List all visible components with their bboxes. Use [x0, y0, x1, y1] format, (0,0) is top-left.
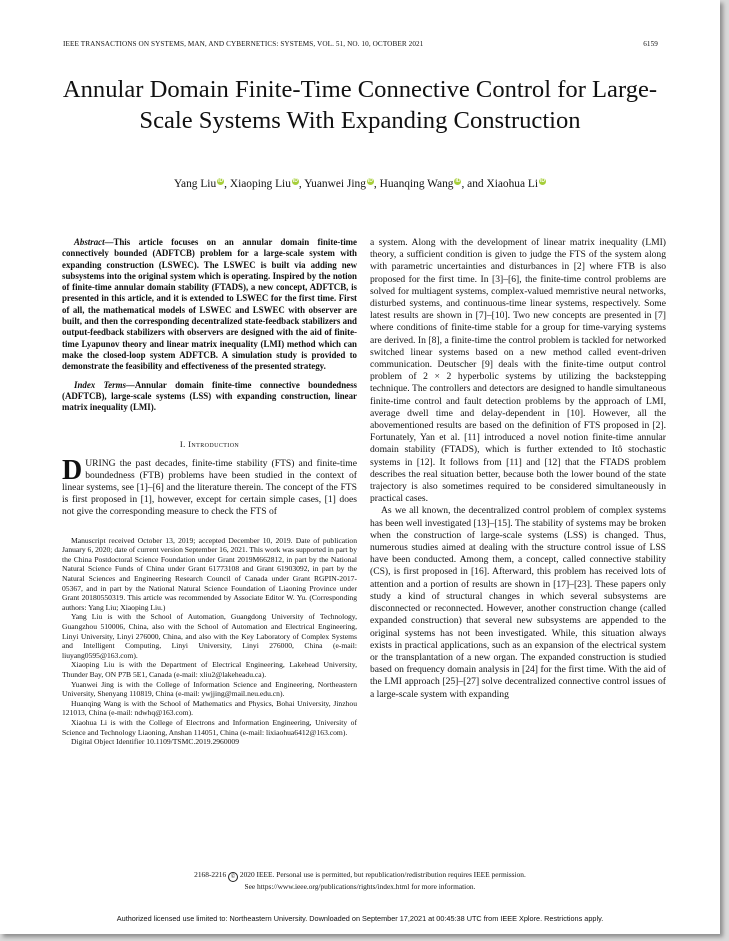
- running-header: [63, 40, 658, 48]
- rights-link[interactable]: See https://www.ieee.org/publications/rights/index.html for more information.: [244, 882, 476, 891]
- license-note: Authorized licensed use limited to: Northeastern University. Downloaded on September 17,2021 at 00:45:38 UTC from IEEE Xplore. Restrictions apply.: [116, 914, 604, 923]
- author-name[interactable]: Xiaoping Liu: [229, 178, 291, 190]
- abstract-label: Abstract—: [74, 237, 114, 247]
- right-column: [370, 237, 666, 701]
- author-name[interactable]: Yang Liu: [173, 178, 217, 190]
- footnote-doi[interactable]: Digital Object Identifier 10.1109/TSMC.2019.2960009: [71, 737, 240, 747]
- copyright-icon: ©: [228, 872, 238, 882]
- footnotes: [62, 536, 357, 747]
- index-terms-text: Annular domain finite-time connective boundedness (ADFTCB), large-scale systems (LSS) with expanding construction, linear matrix inequality (LMI).: [62, 379, 357, 413]
- orcid-icon[interactable]: iD: [455, 178, 461, 184]
- footnote-affiliation: Xiaoping Liu is with the Department of Electrical Engineering, Lakehead University, Thunder Bay, ON P7B 5E1, Canada (e-mail: xliu2@lakeheadu.ca).: [62, 660, 357, 679]
- footnote-affiliation: Xiaohua Li is with the College of Electrons and Information Engineering, University of Science and Technology Liaoning, Anshan 114051, China (e-mail: lixiaohua6412@163.com).: [62, 717, 357, 737]
- abstract: [62, 237, 357, 373]
- orcid-icon[interactable]: iD: [367, 178, 373, 184]
- author-name[interactable]: Huanqing Wang: [379, 178, 454, 190]
- abstract-text: This article focuses on an annular domain finite-time connectively bounded (ADFTCB) problem for a large-scale system with expanding construction (LSWEC). The LSWEC is built via adding new subsystems into the original system which is operating. Inspired by the notion of finite-time annular domain stability (FTADS), a new concept, ADFTCB, is presented in this article, and it is extended to LSWEC for the first time. First of all, the mathematical models of LSWEC and LSWEC with observer are built, and then the corresponding decentralized state-feedback stabilizers and output-feedback stabilizers with observers are designed with the aid of finite-time Lyapunov theory and linear matrix inequality (LMI) method which can make the closed-loop system ADFTCB. A simulation study is provided to demonstrate the feasibility and effectiveness of the presented strategy.: [62, 237, 357, 372]
- drop-cap: D: [62, 454, 83, 486]
- page-number: 6159: [643, 40, 658, 48]
- index-terms-label: Index Terms—: [74, 379, 135, 390]
- author-name[interactable]: Xiaohua Li: [486, 178, 539, 190]
- left-column: [62, 237, 357, 747]
- orcid-icon[interactable]: iD: [218, 178, 224, 184]
- footnote-manuscript: Manuscript received October 13, 2019; accepted December 10, 2019. Date of publication January 6, 2020; date of current version September 16, 2021. This work was supported in part by the China Postdoctoral Science Foundation under Grant 2019M662812, in part by the National Natural Science Funds of China under Grant 61773108 and Grant 61903092, in part by the Natural Sciences and Engineering Research Council of Canada under Grant RGPIN-2017-05367, and in part by the National Natural Science Foundation of Liaoning Province under Grant 20180550319. This article was recommended by Associate Editor W. Yu. (Corresponding authors: Yang Liu; Xiaoping Liu.): [62, 535, 357, 612]
- intro-paragraph: [62, 454, 357, 519]
- author-name[interactable]: Yuanwei Jing: [304, 178, 366, 190]
- intro-text: URING the past decades, finite-time stability (FTS) and finite-time boundedness (FTB) problems have been studied in the context of linear systems, see [1]–[6] and the literature therein. The concept of the FTS is first proposed in [1], however, except for certain simple cases, [1] does not give the corresponding measure to check the FTS of: [62, 457, 357, 518]
- author-list: Yang Liu iD, Xiaoping Liu iD, Yuanwei Jing iD, Huanqing Wang iD, and Xiaohua Li iD: [173, 178, 546, 190]
- orcid-icon[interactable]: iD: [540, 178, 546, 184]
- footnote-affiliation: Huanqing Wang is with the School of Mathematics and Physics, Bohai University, Jinzhou 121013, China (e-mail: ndwhq@163.com).: [62, 698, 357, 718]
- journal-name: IEEE TRANSACTIONS ON SYSTEMS, MAN, AND CYBERNETICS: SYSTEMS, VOL. 51, NO. 10, OCTOBER 2021: [63, 40, 424, 48]
- orcid-icon[interactable]: iD: [292, 178, 298, 184]
- index-terms: [62, 380, 357, 414]
- footnote-affiliation: Yang Liu is with the School of Automation, Guangdong University of Technology, Guangzhou 510006, China, also with the School of Automation and Electrical Engineering, Linyi University, Linyi 276000, China, and also with the Key Laboratory of Complex Systems and Intelligent Computing, Linyi University, Linyi 276000, China (e-mail: liuyang0595@163.com).: [62, 612, 357, 660]
- section-heading: I. Introduction: [179, 439, 240, 450]
- paper-title: Annular Domain Finite-Time Connective Control for Large-Scale Systems With Expanding Construction: [62, 76, 658, 134]
- body-paragraph: As we all known, the decentralized control problem of complex systems has been well investigated [13]–[15]. The stability of systems may be broken when the construction of large-scale systems (LSS) is changed. Thus, numerous studies aimed at dealing with the structure control issue of LSS have been conducted. Among them, a concept, called connective stability (CS), is first proposed in [16]. Afterward, this problem has received lots of attention and a portion of results are shown in [17]–[23]. These papers only study a kind of structural changes in which several subsystems are disconnected or reconnected. However, another construction change (called expanded construction) that several new subsystems are appended to the original systems has not been investigated. While, this situation always exists in practical applications, such as an expansion of the electrical system or the transplantation of a new organ. The expanded construction is studied based on frequency domain analysis in [24] for the first time. With the aid of the LMI approach [25]–[27] solve decentralized connective control issues of a large-scale system with expanding: [370, 505, 666, 700]
- body-paragraph: a system. Along with the development of linear matrix inequality (LMI) theory, a sufficient condition is given to judge the FTS of the system along with parametric uncertainties and disturbances in [2] where FTB is also proposed for the first time. In [3]–[6], the finite-time control problems are solved for multiagent systems, complex-valued memristive neural networks, disturbed systems, and continuous-time linear systems, respectively. Some latest results are shown in [7]–[10]. Two new concepts are presented in [7] where conditions of finite-time stable for a group for time-varying systems are derived. In [8], a finite-time the control problem is tackled for networked switched linear systems based on a new method called event-driven communication. Deutscher [9] deals with the finite-time output control problem of 2 × 2 hyperbolic systems by utilizing the backstepping technique. The controllers and detectors are designed to handle simultaneous finite-time control and fault detection problems by the approach of LMI, average dwell time and delay-dependent in [10]. However, all the abovementioned results are based on the definition of FTS proposed in [2]. Fortunately, Yan et al. [11] introduced a novel notion finite-time annular domain stability (FTADS), which is further extended to Itô stochastic systems in [12]. It follows from [11] and [12] that the FTADS problem describes the real situation better, because both the lower bound of the state trajectory is also sometimes required to be considered simultaneously in practical cases.: [370, 237, 666, 505]
- footnote-affiliation: Yuanwei Jing is with the College of Information Science and Engineering, Northeastern University, Shenyang 110819, China (e-mail: ywjjing@mail.neu.edu.cn).: [62, 679, 357, 699]
- copyright-notice: 2168-2216 © 2020 IEEE. Personal use is permitted, but republication/redistribution requires IEEE permission. See https://www.ieee.org/publications/rights/index.html for more information.: [60, 870, 660, 892]
